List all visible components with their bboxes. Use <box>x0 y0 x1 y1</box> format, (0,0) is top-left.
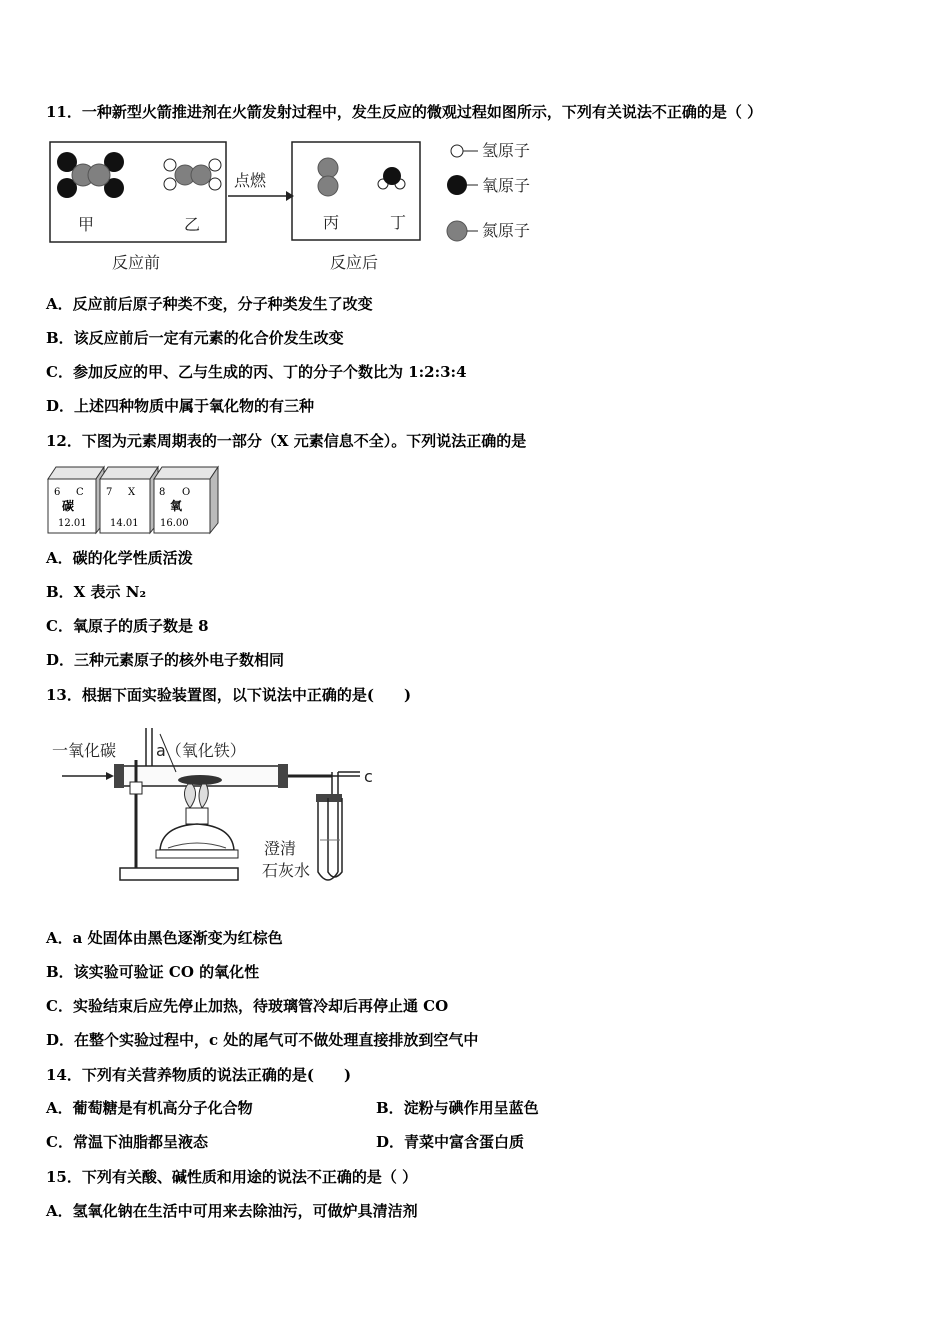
q12-stem: 12．下图为元素周期表的一部分（X 元素信息不全）。下列说法正确的是 <box>46 432 527 450</box>
cell-x <box>100 467 158 533</box>
legend-hydrogen <box>451 141 530 160</box>
svg-text:氧原子: 氧原子 <box>482 176 531 195</box>
cell-oxygen <box>154 467 218 533</box>
limewater-label-2: 石灰水 <box>262 861 311 880</box>
q12-option-d: D．三种元素原子的核外电子数相同 <box>46 651 285 669</box>
svg-text:氧: 氧 <box>170 499 183 513</box>
cell-carbon <box>48 467 104 533</box>
flame-icon <box>184 784 195 808</box>
svg-text:12.01: 12.01 <box>58 518 87 529</box>
alcohol-lamp <box>160 824 234 850</box>
molecule-jia-icon <box>57 152 124 198</box>
q11-option-c: C．参加反应的甲、乙与生成的丙、丁的分子个数比为 1:2:3:4 <box>46 363 467 381</box>
label-ding: 丁 <box>390 213 407 232</box>
arrow-label: 点燃 <box>234 171 267 190</box>
iron-oxide-powder <box>178 775 222 785</box>
label-jia: 甲 <box>78 215 95 234</box>
q15-stem: 15．下列有关酸、碱性质和用途的说法不正确的是（ ） <box>46 1168 418 1186</box>
limewater-label-1: 澄清 <box>264 839 297 858</box>
svg-text:C: C <box>76 487 84 498</box>
before-caption: 反应前 <box>112 253 161 272</box>
svg-text:氮原子: 氮原子 <box>482 221 531 240</box>
svg-text:氢原子: 氢原子 <box>482 141 531 160</box>
q14-stem: 14．下列有关营养物质的说法正确的是( ) <box>46 1066 352 1084</box>
q14-option-c: C．常温下油脂都呈液态 <box>46 1133 208 1151</box>
svg-text:O: O <box>182 487 191 498</box>
q13-stem: 13．根据下面实验装置图，以下说法中正确的是( ) <box>46 686 412 704</box>
white-circle-icon <box>451 145 463 157</box>
after-caption: 反应后 <box>330 253 379 272</box>
q13-option-d: D．在整个实验过程中，c 处的尾气可不做处理直接排放到空气中 <box>46 1031 479 1049</box>
q11-option-a: A．反应前后原子种类不变，分子种类发生了改变 <box>46 295 373 313</box>
svg-text:6: 6 <box>54 487 61 498</box>
label-bing: 丙 <box>323 213 340 232</box>
svg-text:16.00: 16.00 <box>160 518 189 529</box>
c-label: c <box>364 767 373 786</box>
q13-option-b: B．该实验可验证 CO 的氧化性 <box>46 963 260 981</box>
svg-text:碳: 碳 <box>62 499 75 513</box>
stand-base <box>120 868 238 880</box>
q11-option-d: D．上述四种物质中属于氧化物的有三种 <box>46 397 315 415</box>
q14-option-b: B．淀粉与碘作用呈蓝色 <box>376 1099 539 1117</box>
a-label: a（氧化铁） <box>156 741 246 760</box>
molecule-bing-icon <box>318 158 338 196</box>
legend-nitrogen <box>447 221 530 241</box>
svg-text:8: 8 <box>159 487 166 498</box>
svg-text:X: X <box>128 487 136 498</box>
q14-option-a: A．葡萄糖是有机高分子化合物 <box>46 1099 253 1117</box>
q11-option-b: B．该反应前后一定有元素的化合价发生改变 <box>46 329 344 347</box>
q11-stem: 11．一种新型火箭推进剂在火箭发射过程中，发生反应的微观过程如图所示，下列有关说法不正确的是（ ） <box>46 103 763 121</box>
svg-text:7: 7 <box>106 487 113 498</box>
q12-option-c: C．氧原子的质子数是 8 <box>46 617 209 635</box>
q13-option-a: A．a 处固体由黑色逐渐变为红棕色 <box>46 929 283 947</box>
molecule-ding-icon <box>378 167 405 189</box>
q14-option-d: D．青菜中富含蛋白质 <box>376 1133 525 1151</box>
periodic-table-cells <box>46 463 222 535</box>
gray-circle-icon <box>447 221 467 241</box>
left-stopper <box>114 764 124 788</box>
alcohol-lamp-wick <box>186 808 208 824</box>
co-reduction-apparatus <box>50 722 380 888</box>
molecule-yi-icon <box>164 159 221 190</box>
co-label: 一氧化碳 <box>52 741 117 760</box>
right-stopper <box>278 764 288 788</box>
black-circle-icon <box>447 175 467 195</box>
svg-text:14.01: 14.01 <box>110 518 139 529</box>
label-yi: 乙 <box>184 215 201 234</box>
q12-option-a: A．碳的化学性质活泼 <box>46 549 193 567</box>
q13-option-c: C．实验结束后应先停止加热，待玻璃管冷却后再停止通 CO <box>46 997 449 1015</box>
legend-oxygen <box>447 175 530 195</box>
q11-reaction-figure <box>46 136 546 276</box>
q15-option-a: A．氢氧化钠在生活中可用来去除油污，可做炉具清洁剂 <box>46 1202 418 1220</box>
q12-option-b: B．X 表示 N₂ <box>46 583 147 601</box>
